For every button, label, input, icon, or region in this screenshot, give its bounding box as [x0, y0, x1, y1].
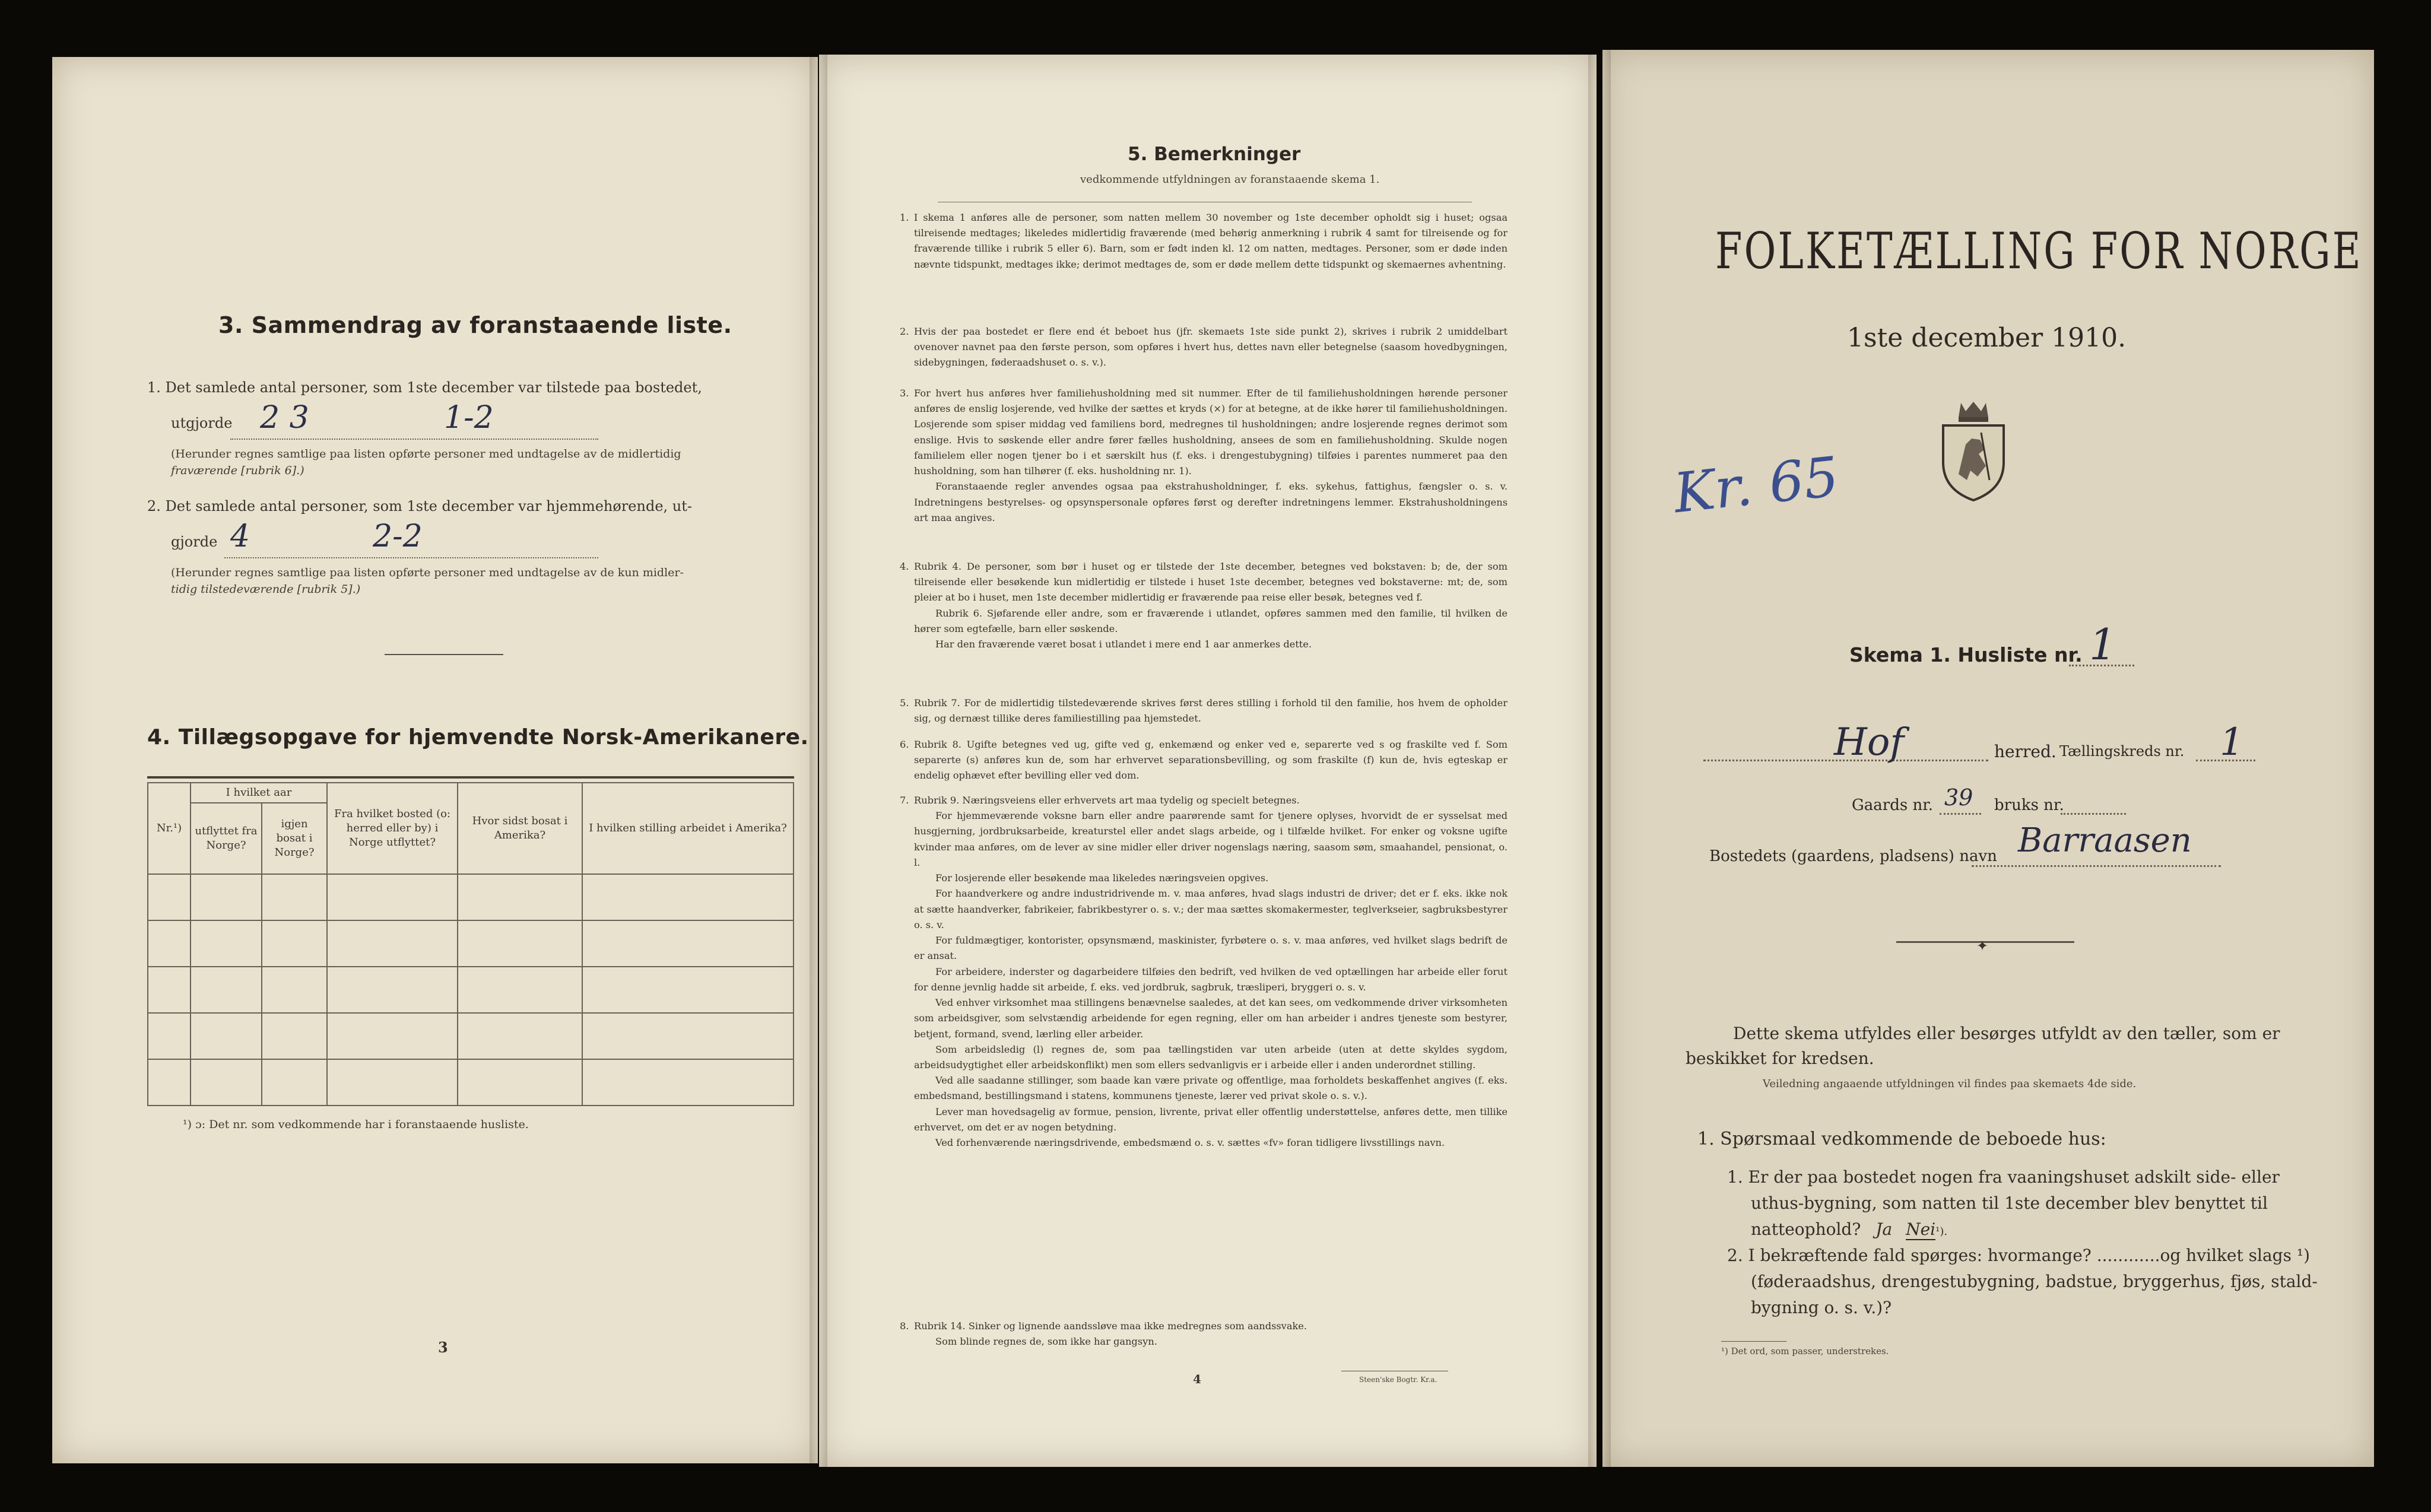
- remark-paragraph: Foranstaaende regler anvendes ogsaa paa ekstrahusholdninger, f. eks. sykehus, fattighus, fængsler o. s. v. Indretningens bestyrelses- og opsynspersonale opføres først og derefter indretningens lemmer. Ekstrahusholdningens art maa angives.: [914, 481, 1508, 523]
- item2-handwritten-value: 4: [230, 519, 250, 554]
- remark-paragraph: I skema 1 anføres alle de personer, som natten mellem 30 november og 1ste december opholdt sig i huset; ogsaa tilreisende medtages; likeledes midlertidig fraværende (med behørig anmerkning i rubrik 4 samt for tilreisende og for fraværende tillike i rubrik 5 eller 6). Barn, som er født inden kl. 12 om natten, medtages. Personer, som er døde inden nævnte tidspunkt, medtages ikke; derimot medtages de, som er døde mellem dette tidspunkt og skemaernes avhentning.: [914, 212, 1508, 270]
- kreds-number: 1: [2220, 720, 2244, 764]
- item1-handwritten-value: 2 3: [260, 400, 309, 436]
- q2-line1: 2. I bekræftende fald spørges: hvormange? ............og hvilket slags ¹): [1727, 1246, 2310, 1265]
- remark-paragraph: For hvert hus anføres hver familiehusholdning med sit nummer. Efter de til familiehusholdningen hørende personer anføres de enslig losjerende, ved hvilke der sættes et kryds (×) for at betegne, at de ikke hører til familiehusholdningen. Losjerende som spiser middag ved familiens bord, medregnes til husholdningen; andre losjerende regnes derimot som enslige. Hvis to søskende eller andre fører fælles husholdning, ansees de som en familiehusholdning. Skulde nogen familielem eller nogen tjener bo i et særskilt hus (f. eks. i drengestubygning) tilføies i parentes nummeret paa den husholdning, som han tilhører (f. eks. husholdning nr. 1).: [914, 387, 1508, 477]
- item2-prefix: gjorde: [171, 533, 218, 550]
- herred-label: herred.: [1994, 742, 2056, 761]
- col-hvor-bosat: Hvor sidst bosat i Amerika?: [458, 783, 582, 874]
- table-row: [148, 1059, 794, 1106]
- remark-paragraph: Som arbeidsledig (l) regnes de, som paa tællingstiden var uten arbeide (uten at dette skyldes sygdom, arbeidsudygtighet eller arbeidskonflikt) men som ellers sedvanligvis er i arbeide eller i anden underordnet stilling.: [914, 1043, 1508, 1071]
- item2-dotline: [224, 557, 598, 558]
- remark-item: [900, 695, 1508, 726]
- item2-text: 2. Det samlede antal personer, som 1ste december var hjemmehørende, ut-: [147, 498, 692, 514]
- remark-item: [900, 793, 1508, 1151]
- intro-guidance: Veiledning angaaende utfyldningen vil findes paa skemaets 4de side.: [1763, 1078, 2137, 1090]
- remark-item: [900, 386, 1508, 526]
- item1-note-line2: fraværende [rubrik 6].): [171, 463, 304, 477]
- q1-footnote-ref: ¹).: [1935, 1225, 1948, 1238]
- remark-item: [900, 559, 1508, 652]
- remark-number: 8.: [900, 1320, 909, 1332]
- remark-number: 7.: [900, 795, 909, 806]
- item2-note-line2: tidig tilstedeværende [rubrik 5].): [171, 582, 361, 596]
- footnote-rule: [1721, 1341, 1786, 1342]
- remarks-title: 5. Bemerkninger: [1128, 144, 1301, 165]
- page-number: 3: [438, 1339, 448, 1356]
- remark-item: [900, 737, 1508, 784]
- herred-value: Hof: [1834, 720, 1905, 764]
- stamp-handwritten: Kr. 65: [1671, 444, 1842, 526]
- item1-note-line1: (Herunder regnes samtlige paa listen opførte personer med undtagelse av de midlertidig: [171, 447, 681, 460]
- table-row: [148, 967, 794, 1013]
- remark-item: [900, 1319, 1508, 1349]
- remark-paragraph: Rubrik 14. Sinker og lignende aandssløve maa ikke medregnes som aandssvake.: [914, 1320, 1307, 1332]
- q1-ja: Ja: [1875, 1219, 1893, 1239]
- footnote: ¹) Det ord, som passer, understrekes.: [1721, 1346, 1889, 1357]
- form-date: 1ste december 1910.: [1847, 323, 2127, 353]
- item2-note: [171, 565, 812, 598]
- col-group-year: I hvilket aar: [191, 783, 327, 803]
- remark-paragraph: Ved alle saadanne stillinger, som baade kan være private og offentlige, maa forholdets beskaffenhet angives (f. eks. embedsmand, bestillingsmand i statens, kommunens tjeneste, lærer ved privat skole o. s. v.).: [914, 1075, 1508, 1102]
- section3-title: 3. Sammendrag av foranstaaende liste.: [218, 312, 732, 338]
- table-row: [148, 874, 794, 920]
- questions-heading: 1. Spørsmaal vedkommende de beboede hus:: [1697, 1129, 2106, 1149]
- page-left: [52, 57, 818, 1463]
- remark-number: 4.: [900, 561, 909, 572]
- section4-title: 4. Tillægsopgave for hjemvendte Norsk-Amerikanere.: [147, 725, 809, 749]
- gaards-number: 39: [1944, 784, 1973, 811]
- q1-line2: uthus-bygning, som natten til 1ste december blev benyttet til: [1751, 1193, 2268, 1213]
- col-utflyttet: utflyttet fra Norge?: [191, 803, 262, 874]
- remark-paragraph: Som blinde regnes de, som ikke har gangsyn.: [935, 1336, 1157, 1348]
- remark-number: 1.: [900, 212, 909, 223]
- remark-paragraph: Har den fraværende været bosat i utlandet i mere end 1 aar anmerkes dette.: [935, 639, 1312, 650]
- page-fold: [1602, 50, 1611, 1467]
- col-stilling: I hvilken stilling arbeidet i Amerika?: [582, 783, 794, 874]
- remark-paragraph: Hvis der paa bostedet er flere end ét beboet hus (jfr. skemaets 1ste side punkt 2), skrives i rubrik 2 umiddelbart ovenover navnet paa den første person, som opføres i hvert hus, dettes navn eller betegnelse (saasom hovedbygningen, sidebygningen, føderaadshuset o. s. v.).: [914, 326, 1508, 369]
- remark-paragraph: Rubrik 8. Ugifte betegnes ved ug, gifte ved g, enkemænd og enker ved e, separerte ved s og fraskilte ved f. Som separerte (s) anføres kun de, som har erhvervet separationsbevilling, og som fraskilte (f) kun de, hvis egteskap er endelig ophævet efter bevilling eller ved dom.: [914, 739, 1508, 782]
- item2-note-line1: (Herunder regnes samtlige paa listen opførte personer med undtagelse av de kun midler-: [171, 566, 684, 579]
- gaards-dotline: [1940, 813, 1981, 815]
- item1-prefix: utgjorde: [171, 415, 233, 431]
- coat-of-arms-icon: [1935, 397, 2012, 504]
- bosted-dotline: [1972, 865, 2221, 867]
- remark-paragraph: Rubrik 6. Sjøfarende eller andre, som er fraværende i utlandet, opføres sammen med den familie, til hvilken de hører som egtefælle, barn eller søskende.: [914, 607, 1508, 634]
- remark-number: 2.: [900, 326, 909, 337]
- remarks-subtitle: vedkommende utfyldningen av foranstaaende skema 1.: [1080, 173, 1380, 186]
- kreds-label: Tællingskreds nr.: [2059, 743, 2185, 760]
- col-nr: Nr.¹): [148, 783, 191, 874]
- remark-paragraph: Ved enhver virksomhet maa stillingens benævnelse saaledes, at det kan sees, om vedkommende driver virksomheten som arbeidsgiver, som selvstændig arbeidende for egen regning, eller om han arbeider i andres tjeneste som bestyrer, betjent, formand, svend, lærling eller arbeider.: [914, 997, 1508, 1040]
- form-title: FOLKETÆLLING FOR NORGE: [1715, 222, 2363, 280]
- gaards-label: Gaards nr.: [1852, 796, 1934, 814]
- section4-top-rule: [147, 776, 794, 779]
- item1-note: [171, 446, 812, 479]
- remark-paragraph: For haandverkere og andre industridrivende m. v. maa anføres, hvad slags industri de driver; det er f. eks. ikke nok at sætte haandverker, fabrikeier, fabrikbestyrer o. s. v.; der maa sættes skomakermester, teglverkseier, sagbruksbestyrer o. s. v.: [914, 888, 1508, 930]
- item1-text: 1. Det samlede antal personer, som 1ste december var tilstede paa bostedet,: [147, 379, 702, 396]
- page-fold: [819, 55, 827, 1467]
- col-igjen: igjen bosat i Norge?: [262, 803, 327, 874]
- bruks-dotline: [2061, 813, 2126, 815]
- item1-dotline: [230, 438, 598, 440]
- remark-paragraph: Rubrik 4. De personer, som bør i huset og er tilstede der 1ste december, betegnes ved bokstaven: b; de, der som tilreisende eller besøkende kun midlertidig er tilstede i huset 1ste december, betegnes ved bokstaverne: mt; de, som pleier at bo i huset, men 1ste december midlertidig er fraværende paa reise eller besøk, betegnes ved f.: [914, 561, 1508, 603]
- printer-mark: Steen'ske Bogtr. Kr.a.: [1359, 1376, 1437, 1384]
- remark-paragraph: For hjemmeværende voksne barn eller andre paarørende samt for tjenere oplyses, hvorvidt de er sysselsat med husgjerning, jordbruksarbeide, kreaturstel eller andet slags arbeide, og i tilfælde hvilket. For enker og voksne ugifte kvinder maa anføres, om de lever av sine midler eller driver nogenslags næring, saasom søm, smaahandel, pensionat, o. l.: [914, 810, 1508, 868]
- q1-line3: [1751, 1218, 1947, 1242]
- item2-handwritten-value-2: 2-2: [373, 519, 423, 554]
- remark-paragraph: Lever man hovedsagelig av formue, pension, livrente, privat eller offentlig understøttelse, anføres dette, men tillike erhvervet, om det er av nogen betydning.: [914, 1106, 1508, 1133]
- q2-line2: (føderaadshus, drengestubygning, badstue, bryggerhus, fjøs, stald-: [1751, 1272, 2318, 1291]
- table-row: [148, 1013, 794, 1059]
- remark-number: 6.: [900, 739, 909, 750]
- remark-item: [900, 324, 1508, 371]
- remark-number: 3.: [900, 387, 909, 399]
- bosted-label: Bostedets (gaardens, pladsens) navn: [1709, 847, 1997, 865]
- ornament-icon: ✦: [1976, 938, 1989, 954]
- remark-paragraph: Rubrik 9. Næringsveiens eller erhvervets art maa tydelig og specielt betegnes.: [914, 795, 1300, 806]
- page-fold: [1588, 55, 1597, 1467]
- remark-paragraph: For losjerende eller besøkende maa likeledes næringsveien opgives.: [935, 872, 1269, 884]
- page-right: [1602, 50, 2374, 1467]
- intro-line2: beskikket for kredsen.: [1686, 1049, 1874, 1068]
- item1-handwritten-value-2: 1-2: [444, 400, 494, 436]
- remark-paragraph: Ved forhenværende næringsdrivende, embedsmænd o. s. v. sættes «fv» foran tidligere livsstillings navn.: [935, 1137, 1445, 1149]
- bruks-label: bruks nr.: [1994, 796, 2064, 814]
- intro-line1: Dette skema utfyldes eller besørges utfyldt av den tæller, som er: [1733, 1024, 2280, 1043]
- col-fra-bosted: Fra hvilket bosted (o: herred eller by) i Norge utflyttet?: [327, 783, 458, 874]
- remark-paragraph: For fuldmægtiger, kontorister, opsynsmænd, maskinister, fyrbøtere o. s. v. maa anføres, ved hvilket slags bedrift de er ansat.: [914, 935, 1508, 962]
- skema-label: Skema 1. Husliste nr.: [1849, 643, 2083, 666]
- remark-paragraph: Rubrik 7. For de midlertidig tilstedeværende skrives først deres stilling i forhold til den familie, hos hvem de opholder sig, og dernæst tillike deres familiestilling paa hjemstedet.: [914, 697, 1508, 725]
- remark-paragraph: For arbeidere, inderster og dagarbeidere tilføies den bedrift, ved hvilken de ved optællingen har arbeide eller forut for denne jevnlig hadde sit arbeide, f. eks. ved jordbruk, sagbruk, træsliperi, bryggeri o. s. v.: [914, 965, 1508, 993]
- q1-nei: Nei: [1906, 1219, 1936, 1239]
- norsk-amerikanere-table: [147, 782, 794, 1106]
- table-row: [148, 920, 794, 967]
- bosted-value: Barraasen: [2018, 821, 2192, 860]
- remark-item: [900, 210, 1508, 272]
- section4-footnote: ¹) ɔ: Det nr. som vedkommende har i foranstaaende husliste.: [183, 1118, 529, 1131]
- q1-line3-text: natteophold?: [1751, 1219, 1861, 1239]
- husliste-number: 1: [2089, 620, 2116, 669]
- section-divider: [385, 654, 503, 655]
- q2-line3: bygning o. s. v.)?: [1751, 1298, 1892, 1317]
- page-number: 4: [1193, 1372, 1201, 1386]
- page-fold: [810, 57, 818, 1463]
- q1-line1: 1. Er der paa bostedet nogen fra vaaningshuset adskilt side- eller: [1727, 1167, 2280, 1187]
- remark-number: 5.: [900, 697, 909, 709]
- page-middle: [819, 55, 1597, 1467]
